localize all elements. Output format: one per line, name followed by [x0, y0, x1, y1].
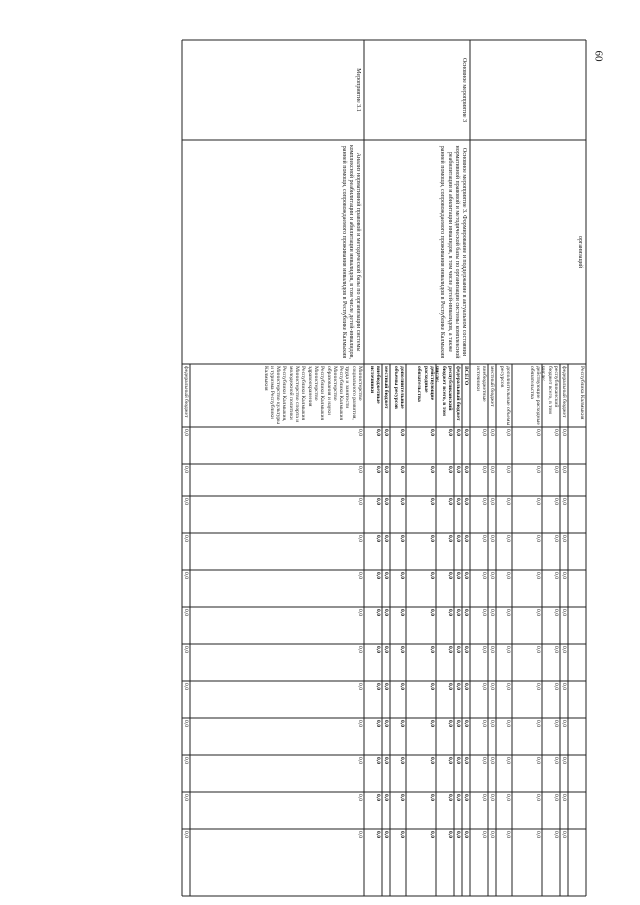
value-cell: 0,0	[561, 794, 567, 801]
value-cell: 0,0	[383, 609, 389, 616]
value-cell: 0,0	[561, 831, 567, 838]
value-cell: 0,0	[463, 466, 469, 473]
value-cell: 0,0	[375, 757, 381, 764]
value-cell: 0,0	[535, 831, 541, 838]
value-cell: 0,0	[489, 794, 495, 801]
funding-source: федеральный бюджет	[561, 366, 567, 418]
value-cell: 0,0	[561, 466, 567, 473]
value-cell: 0,0	[561, 720, 567, 727]
measure-label: Основное мероприятие 3	[461, 57, 467, 123]
value-cell: 0,0	[183, 466, 189, 473]
value-cell: 0,0	[383, 572, 389, 579]
value-cell: 0,0	[489, 831, 495, 838]
value-cell: 0,0	[505, 683, 511, 690]
value-cell: 0,0	[455, 683, 461, 690]
value-cell: 0,0	[505, 429, 511, 436]
funding-source: местный бюджет	[489, 366, 495, 407]
value-cell: 0,0	[489, 466, 495, 473]
value-cell: 0,0	[399, 683, 405, 690]
value-cell: 0,0	[535, 498, 541, 505]
value-cell: 0,0	[481, 609, 487, 616]
value-cell: 0,0	[447, 609, 453, 616]
value-cell: 0,0	[399, 646, 405, 653]
value-cell: 0,0	[463, 646, 469, 653]
value-cell: 0,0	[447, 498, 453, 505]
value-cell: 0,0	[357, 609, 363, 616]
value-cell: 0,0	[561, 572, 567, 579]
value-cell: 0,0	[429, 646, 435, 653]
value-cell: 0,0	[553, 535, 559, 542]
value-cell: 0,0	[489, 572, 495, 579]
value-cell: 0,0	[447, 466, 453, 473]
value-cell: 0,0	[535, 720, 541, 727]
value-cell: 0,0	[505, 535, 511, 542]
value-cell: 0,0	[481, 757, 487, 764]
value-cell: 0,0	[553, 794, 559, 801]
funding-source: действующие расходные обязательства	[528, 366, 541, 425]
value-cell: 0,0	[183, 429, 189, 436]
value-cell: 0,0	[553, 498, 559, 505]
value-cell: 0,0	[183, 683, 189, 690]
value-cell: 0,0	[375, 831, 381, 838]
value-cell: 0,0	[481, 498, 487, 505]
value-cell: 0,0	[383, 794, 389, 801]
value-cell: 0,0	[505, 794, 511, 801]
value-cell: 0,0	[383, 831, 389, 838]
value-cell: 0,0	[183, 498, 189, 505]
measure-name: организаций	[577, 235, 583, 269]
value-cell: 0,0	[357, 466, 363, 473]
value-cell: 0,0	[561, 429, 567, 436]
value-cell: 0,0	[455, 498, 461, 505]
value-cell: 0,0	[561, 646, 567, 653]
funding-source: внебюджетные источники	[474, 366, 487, 402]
value-cell: 0,0	[375, 535, 381, 542]
value-cell: 0,0	[463, 757, 469, 764]
funding-source: дополнительные объемы ресурсов	[498, 366, 511, 426]
value-cell: 0,0	[429, 498, 435, 505]
value-cell: 0,0	[535, 757, 541, 764]
value-cell: 0,0	[455, 535, 461, 542]
value-cell: 0,0	[183, 831, 189, 838]
value-cell: 0,0	[489, 646, 495, 653]
value-cell: 0,0	[429, 466, 435, 473]
value-cell: 0,0	[489, 429, 495, 436]
value-cell: 0,0	[375, 572, 381, 579]
value-cell: 0,0	[399, 429, 405, 436]
value-cell: 0,0	[399, 609, 405, 616]
value-cell: 0,0	[429, 535, 435, 542]
value-cell: 0,0	[535, 535, 541, 542]
value-cell: 0,0	[463, 609, 469, 616]
value-cell: 0,0	[357, 498, 363, 505]
value-cell: 0,0	[429, 429, 435, 436]
funding-source: действующие расходные обязательства	[416, 366, 435, 402]
rotated-table	[42, 40, 586, 896]
value-cell: 0,0	[399, 498, 405, 505]
value-cell: 0,0	[535, 794, 541, 801]
value-cell: 0,0	[481, 646, 487, 653]
value-cell: 0,0	[505, 720, 511, 727]
value-cell: 0,0	[505, 646, 511, 653]
value-cell: 0,0	[505, 572, 511, 579]
value-cell: 0,0	[489, 535, 495, 542]
funding-source: внебюджетные источники	[368, 366, 381, 404]
value-cell: 0,0	[561, 535, 567, 542]
funding-source: местный бюджет	[383, 366, 389, 409]
value-cell: 0,0	[399, 720, 405, 727]
value-cell: 0,0	[489, 609, 495, 616]
value-cell: 0,0	[375, 466, 381, 473]
value-cell: 0,0	[183, 757, 189, 764]
value-cell: 0,0	[455, 646, 461, 653]
value-cell: 0,0	[535, 466, 541, 473]
value-cell: 0,0	[489, 720, 495, 727]
value-cell: 0,0	[463, 683, 469, 690]
value-cell: 0,0	[455, 609, 461, 616]
value-cell: 0,0	[455, 429, 461, 436]
value-cell: 0,0	[481, 572, 487, 579]
value-cell: 0,0	[553, 429, 559, 436]
value-cell: 0,0	[553, 609, 559, 616]
value-cell: 0,0	[535, 683, 541, 690]
value-cell: 0,0	[535, 609, 541, 616]
funding-source: Министерство социального развития, труда и занятости Республики Калмыкия Министерство образования и науки Республики Калмыкия Министерство здравоохранения Республики Калмыкия Министерство спорта и молодежной политики Республики Калмыкия, Министерство культуры и туризма Республики Калмыкия	[262, 366, 363, 424]
value-cell: 0,0	[463, 794, 469, 801]
value-cell: 0,0	[399, 535, 405, 542]
funding-source: республиканский бюджет всего, в том числе:	[540, 366, 559, 414]
value-cell: 0,0	[383, 429, 389, 436]
value-cell: 0,0	[455, 572, 461, 579]
value-cell: 0,0	[553, 757, 559, 764]
value-cell: 0,0	[481, 720, 487, 727]
value-cell: 0,0	[455, 720, 461, 727]
value-cell: 0,0	[447, 720, 453, 727]
value-cell: 0,0	[399, 794, 405, 801]
value-cell: 0,0	[375, 609, 381, 616]
funding-source: республиканский бюджет всего, в том числе:	[434, 366, 453, 416]
value-cell: 0,0	[455, 757, 461, 764]
value-cell: 0,0	[553, 572, 559, 579]
value-cell: 0,0	[561, 757, 567, 764]
value-cell: 0,0	[429, 609, 435, 616]
value-cell: 0,0	[535, 646, 541, 653]
measure-name: Основное мероприятие 3. Формирование и поддержание в актуальном состоянии нормативной правовой и методической базы по организации системы комплексной реабилитации и абилитации инвалидов, в том числе детей-инвалидов, а также ранней помощи, сопровождаемого проживания инвалидов в Республике Калмыкия	[439, 145, 467, 359]
funding-source: Республика Калмыкия	[579, 366, 585, 420]
value-cell: 0,0	[429, 572, 435, 579]
value-cell: 0,0	[463, 720, 469, 727]
value-cell: 0,0	[183, 720, 189, 727]
value-cell: 0,0	[553, 831, 559, 838]
funding-source: федеральный бюджет	[183, 366, 189, 418]
value-cell: 0,0	[505, 609, 511, 616]
value-cell: 0,0	[357, 646, 363, 653]
value-cell: 0,0	[375, 720, 381, 727]
value-cell: 0,0	[463, 572, 469, 579]
value-cell: 0,0	[429, 794, 435, 801]
value-cell: 0,0	[429, 683, 435, 690]
value-cell: 0,0	[447, 572, 453, 579]
value-cell: 0,0	[357, 429, 363, 436]
value-cell: 0,0	[463, 498, 469, 505]
value-cell: 0,0	[383, 498, 389, 505]
value-cell: 0,0	[399, 757, 405, 764]
value-cell: 0,0	[383, 535, 389, 542]
value-cell: 0,0	[183, 646, 189, 653]
value-cell: 0,0	[463, 429, 469, 436]
value-cell: 0,0	[357, 683, 363, 690]
value-cell: 0,0	[383, 466, 389, 473]
value-cell: 0,0	[505, 757, 511, 764]
value-cell: 0,0	[399, 572, 405, 579]
value-cell: 0,0	[561, 609, 567, 616]
value-cell: 0,0	[447, 535, 453, 542]
value-cell: 0,0	[535, 429, 541, 436]
value-cell: 0,0	[553, 720, 559, 727]
value-cell: 0,0	[183, 572, 189, 579]
value-cell: 0,0	[429, 720, 435, 727]
value-cell: 0,0	[481, 831, 487, 838]
measure-label	[471, 43, 583, 137]
value-cell: 0,0	[357, 757, 363, 764]
value-cell: 0,0	[357, 794, 363, 801]
value-cell: 0,0	[505, 831, 511, 838]
value-cell: 0,0	[505, 466, 511, 473]
value-cell: 0,0	[383, 757, 389, 764]
funding-source: ВСЕГО	[463, 366, 469, 386]
value-cell: 0,0	[447, 683, 453, 690]
value-cell: 0,0	[553, 683, 559, 690]
value-cell: 0,0	[489, 498, 495, 505]
value-cell: 0,0	[357, 831, 363, 838]
value-cell: 0,0	[481, 683, 487, 690]
value-cell: 0,0	[375, 429, 381, 436]
value-cell: 0,0	[561, 683, 567, 690]
value-cell: 0,0	[481, 466, 487, 473]
value-cell: 0,0	[399, 831, 405, 838]
value-cell: 0,0	[357, 572, 363, 579]
value-cell: 0,0	[553, 646, 559, 653]
value-cell: 0,0	[447, 794, 453, 801]
value-cell: 0,0	[383, 683, 389, 690]
value-cell: 0,0	[183, 535, 189, 542]
value-cell: 0,0	[375, 683, 381, 690]
value-cell: 0,0	[455, 466, 461, 473]
page-number: 60	[592, 50, 605, 62]
value-cell: 0,0	[561, 498, 567, 505]
measure-name: Анализ нормативной правовой и методической базы по организации системы комплексной реабилитации и абилитации инвалидов, в том числе детей-инвалидов, ранней помощи, сопровождаемого проживания инвалидов в Республике Калмыкия	[340, 145, 361, 359]
value-cell: 0,0	[505, 498, 511, 505]
value-cell: 0,0	[447, 831, 453, 838]
value-cell: 0,0	[383, 720, 389, 727]
value-cell: 0,0	[357, 535, 363, 542]
value-cell: 0,0	[463, 831, 469, 838]
funding-source: дополнительные объемы ресурсов	[392, 366, 405, 409]
value-cell: 0,0	[455, 831, 461, 838]
value-cell: 0,0	[375, 646, 381, 653]
value-cell: 0,0	[383, 646, 389, 653]
value-cell: 0,0	[447, 757, 453, 764]
value-cell: 0,0	[489, 757, 495, 764]
value-cell: 0,0	[183, 609, 189, 616]
value-cell: 0,0	[489, 683, 495, 690]
value-cell: 0,0	[455, 794, 461, 801]
value-cell: 0,0	[375, 794, 381, 801]
value-cell: 0,0	[429, 757, 435, 764]
value-cell: 0,0	[183, 794, 189, 801]
value-cell: 0,0	[481, 429, 487, 436]
value-cell: 0,0	[429, 831, 435, 838]
value-cell: 0,0	[535, 572, 541, 579]
value-cell: 0,0	[375, 498, 381, 505]
value-cell: 0,0	[481, 535, 487, 542]
measure-label: Мероприятие 3.1	[355, 68, 361, 112]
value-cell: 0,0	[553, 466, 559, 473]
value-cell: 0,0	[357, 720, 363, 727]
value-cell: 0,0	[399, 466, 405, 473]
value-cell: 0,0	[481, 794, 487, 801]
funding-source: федеральный бюджет	[455, 366, 461, 421]
value-cell: 0,0	[447, 429, 453, 436]
value-cell: 0,0	[447, 646, 453, 653]
value-cell: 0,0	[463, 535, 469, 542]
